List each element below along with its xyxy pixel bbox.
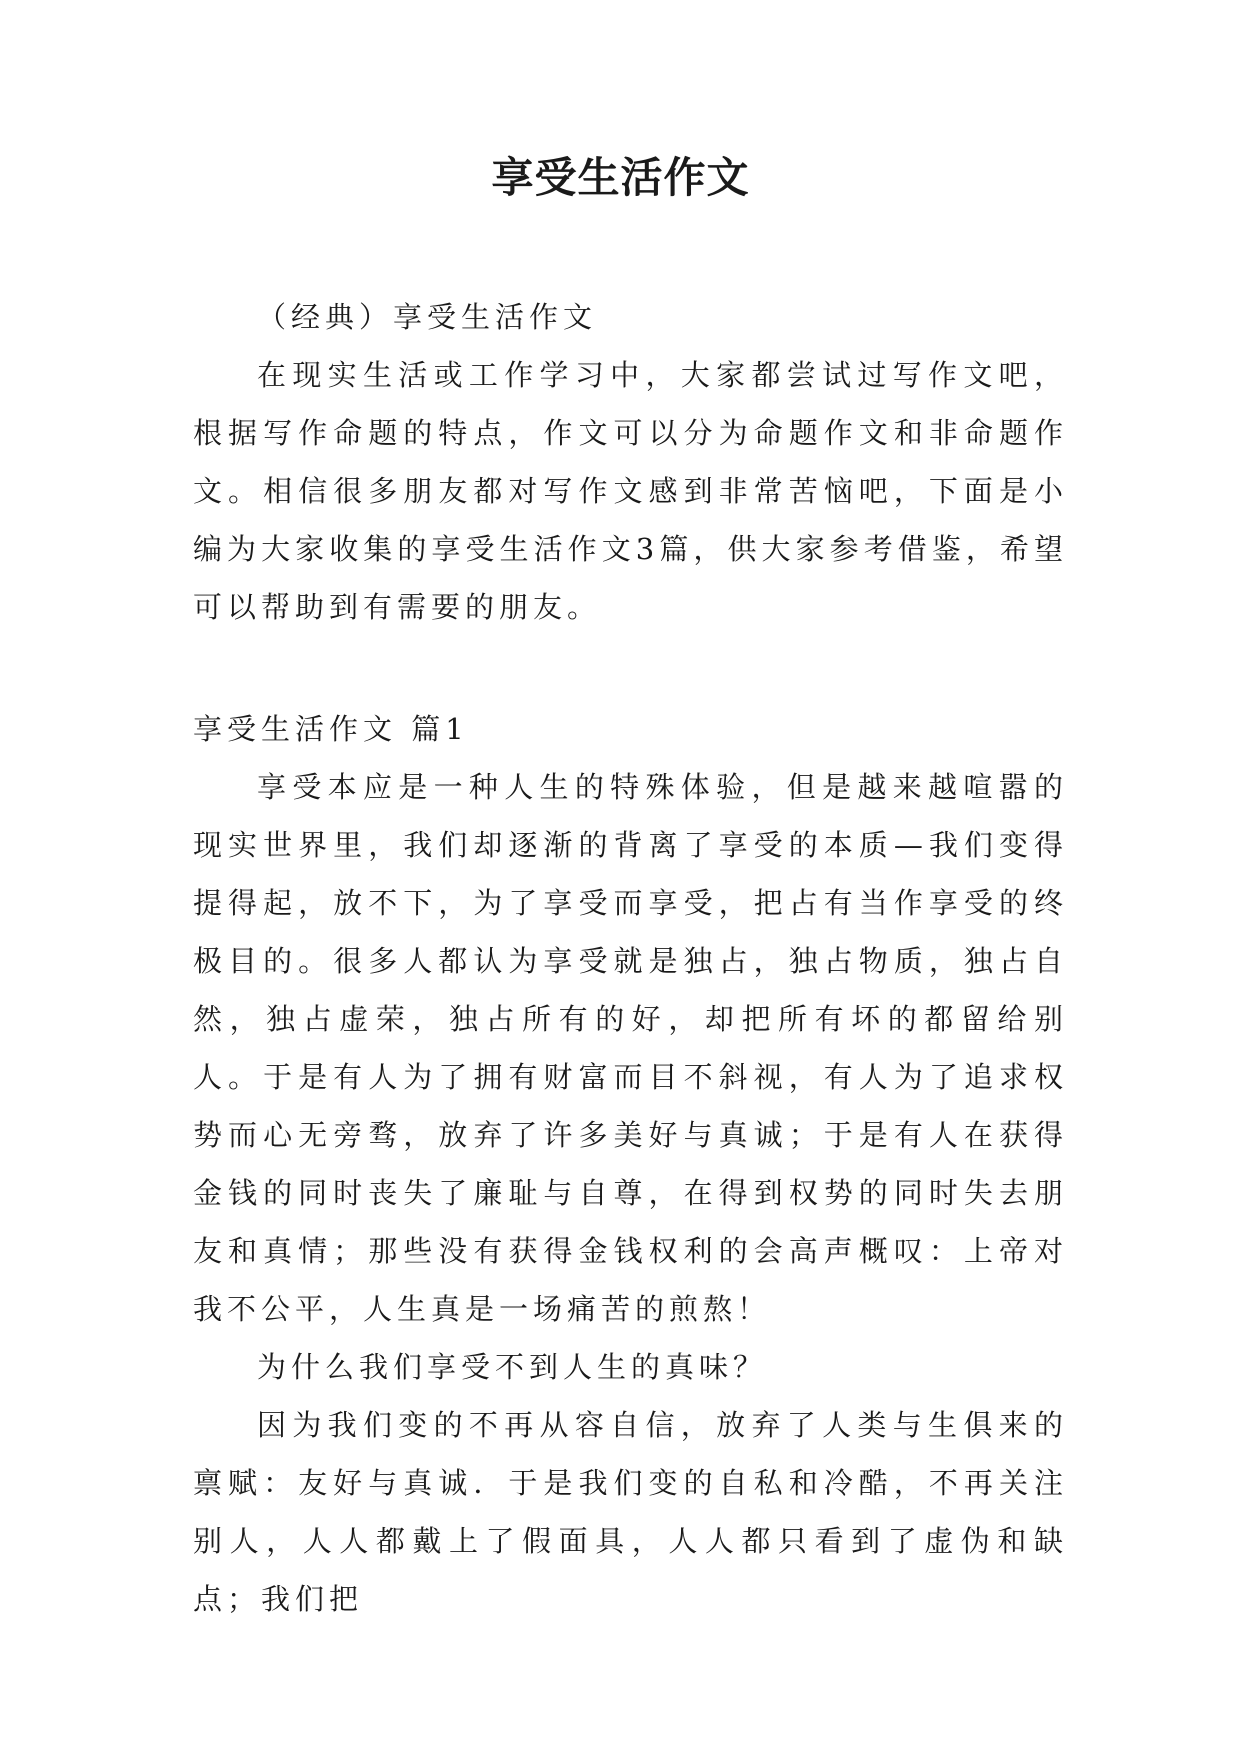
document-subtitle: （经典）享受生活作文 bbox=[257, 300, 598, 334]
intro-paragraph: 在现实生活或工作学习中，大家都尝试过写作文吧，根据写作命题的特点，作文可以分为命题作文和非命题作文。相信很多朋友都对写作文感到非常苦恼吧，下面是小编为大家收集的享受生活作文3篇，供大家参考借鉴，希望可以帮助到有需要的朋友。 bbox=[193, 358, 1068, 624]
section-paragraph-2: 为什么我们享受不到人生的真味？ bbox=[257, 1350, 768, 1384]
section-paragraph-3: 因为我们变的不再从容自信，放弃了人类与生俱来的禀赋：友好与真诚．于是我们变的自私和冷酷，不再关注别人，人人都戴上了假面具，人人都只看到了虚伪和缺点；我们把 bbox=[193, 1408, 1068, 1616]
section-spacer bbox=[193, 636, 1068, 700]
section-heading: 享受生活作文 篇1 bbox=[193, 712, 469, 746]
section-paragraph-1: 享受本应是一种人生的特殊体验，但是越来越喧嚣的现实世界里，我们却逐渐的背离了享受的本质—我们变得提得起，放不下，为了享受而享受，把占有当作享受的终极目的。很多人都认为享受就是独占，独占物质，独占自然，独占虚荣，独占所有的好，却把所有坏的都留给别人。于是有人为了拥有财富而目不斜视，有人为了追求权势而心无旁骛，放弃了许多美好与真诚；于是有人在获得金钱的同时丧失了廉耻与自尊，在得到权势的同时失去朋友和真情；那些没有获得金钱权利的会高声概叹：上帝对我不公平，人生真是一场痛苦的煎熬！ bbox=[193, 770, 1068, 1326]
document-body bbox=[193, 288, 1068, 1628]
document-title: 享受生活作文 bbox=[491, 153, 750, 202]
